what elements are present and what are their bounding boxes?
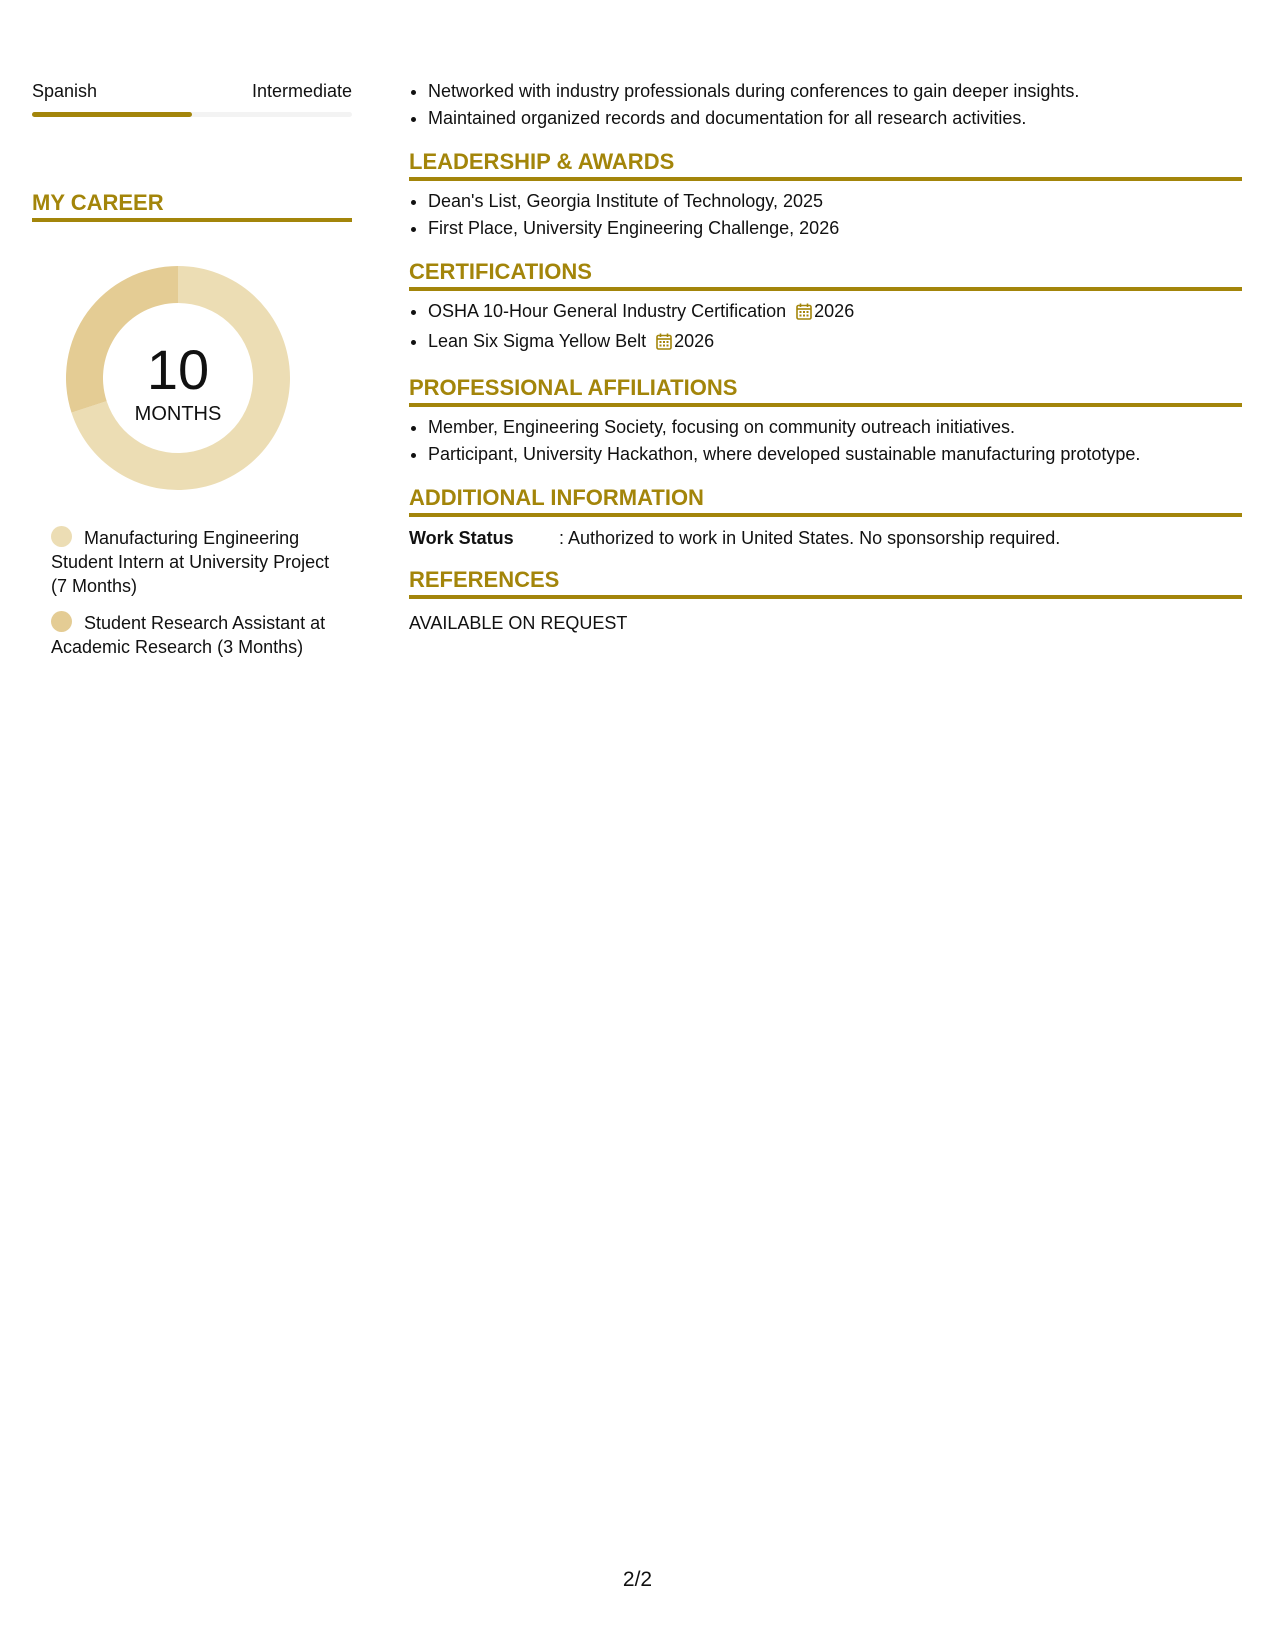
affiliations-list bbox=[409, 414, 1242, 468]
language-row bbox=[32, 80, 352, 102]
certifications-list bbox=[409, 298, 1242, 358]
career-legend bbox=[51, 526, 331, 659]
work-status-label: Work Status bbox=[409, 528, 514, 548]
calendar-icon bbox=[796, 301, 812, 328]
career-donut-chart bbox=[66, 266, 290, 490]
language-name: Spanish bbox=[32, 81, 98, 101]
leadership-heading: LEADERSHIP & AWARDS bbox=[409, 148, 1242, 181]
certification-year: 2026 bbox=[674, 331, 715, 351]
list-item: • Networked with industry professionals during conferences to gain deeper insights. bbox=[428, 78, 1242, 105]
certification-year: 2026 bbox=[814, 301, 855, 321]
career-total-months: 10 bbox=[146, 338, 210, 401]
leadership-list bbox=[409, 188, 1242, 242]
left-column bbox=[32, 80, 352, 672]
list-item: • Maintained organized records and documentation for all research activities. bbox=[428, 105, 1242, 132]
career-legend-label: Manufacturing Engineering Student Intern at University Project (7 Months) bbox=[51, 528, 330, 596]
language-level-bar bbox=[32, 112, 352, 117]
calendar-icon bbox=[656, 331, 672, 358]
list-item: • Dean's List, Georgia Institute of Technology, 2025 bbox=[428, 188, 1242, 215]
certifications-heading: CERTIFICATIONS bbox=[409, 258, 1242, 291]
career-total-unit: MONTHS bbox=[134, 403, 222, 425]
list-item: • Member, Engineering Society, focusing on community outreach initiatives. bbox=[428, 414, 1242, 441]
language-level: Intermediate bbox=[251, 81, 352, 101]
references-heading: REFERENCES bbox=[409, 566, 1242, 599]
additional-info-heading: ADDITIONAL INFORMATION bbox=[409, 484, 1242, 517]
work-status-value: : Authorized to work in United States. No sponsorship required. bbox=[559, 528, 1061, 548]
language-skill bbox=[32, 80, 352, 117]
references-text: AVAILABLE ON REQUEST bbox=[409, 613, 628, 633]
list-item: • Participant, University Hackathon, where developed sustainable manufacturing prototype. bbox=[428, 441, 1242, 468]
certification-name: OSHA 10-Hour General Industry Certification bbox=[428, 301, 787, 321]
experience-bullets bbox=[409, 78, 1242, 132]
legend-dot bbox=[51, 526, 72, 547]
page-number: 2/2 bbox=[622, 1568, 653, 1591]
career-legend-item bbox=[51, 611, 331, 659]
career-heading: MY CAREER bbox=[32, 189, 352, 222]
career-legend-item bbox=[51, 526, 331, 598]
language-level-bar-fill bbox=[32, 112, 192, 117]
legend-dot bbox=[51, 611, 72, 632]
list-item: • First Place, University Engineering Challenge, 2026 bbox=[428, 215, 1242, 242]
right-column bbox=[409, 78, 1242, 635]
affiliations-heading: PROFESSIONAL AFFILIATIONS bbox=[409, 374, 1242, 407]
certification-item bbox=[428, 328, 1242, 358]
work-status-row bbox=[409, 526, 1242, 550]
career-legend-label: Student Research Assistant at Academic Research (3 Months) bbox=[51, 613, 326, 657]
certification-item bbox=[428, 298, 1242, 328]
certification-name: Lean Six Sigma Yellow Belt bbox=[428, 331, 647, 351]
donut-center bbox=[66, 266, 290, 490]
